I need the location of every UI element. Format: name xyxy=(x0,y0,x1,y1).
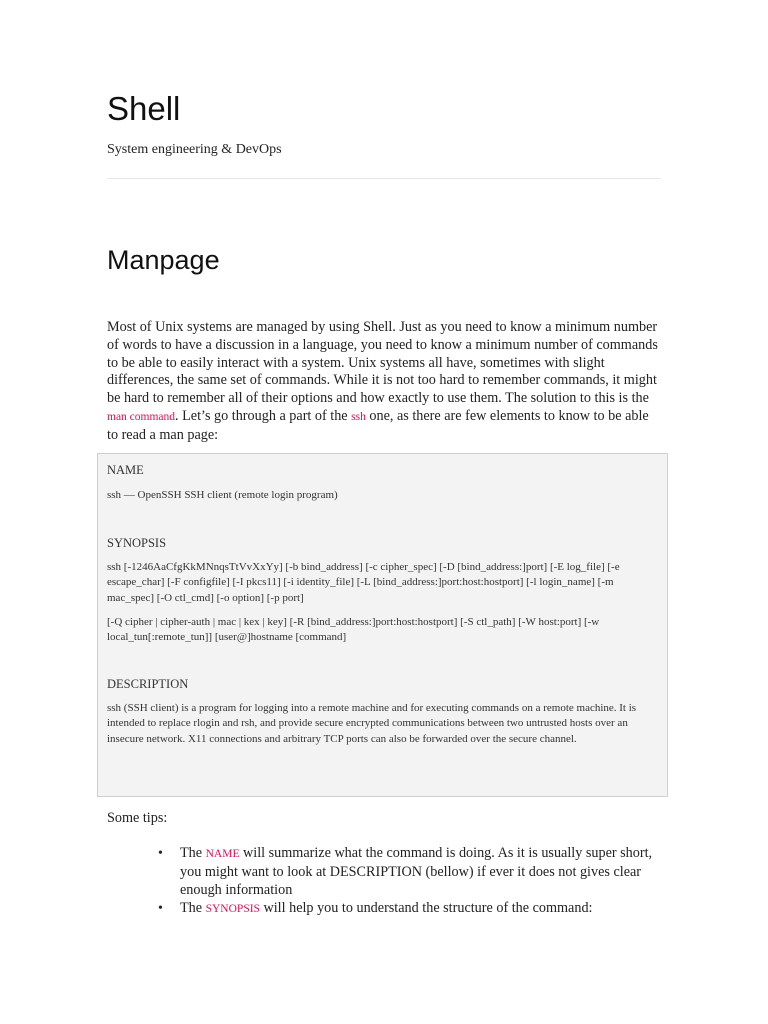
document-title: Shell xyxy=(107,90,181,127)
manpage-name-heading: NAME xyxy=(107,463,144,477)
tip-text: The xyxy=(180,845,206,861)
manpage-synopsis-heading: SYNOPSIS xyxy=(107,536,167,551)
manpage-description-text: ssh (SSH client) is a program for logging into a remote machine and for executing commands on a remote machine. It is intended to replace rlogin and rsh, and provide secure encrypted communications between two untrusted hosts over an insecure network. X11 connections and arbitrary TCP ports can also be forwarded over the secure channel. xyxy=(107,702,637,745)
intro-text-start: Most of Unix systems are managed by using Shell. Just as you need to know a minimum number of words to have a discussion in a language, you need to know a minimum number of commands to be able to easily interact with a system. Unix systems all have, sometimes with slight differences, the same set of commands. While it is not too hard to remember commands, it might be hard to remember all of their options and how exactly to use them. The solution to this is the xyxy=(107,319,658,407)
manpage-excerpt-box xyxy=(97,453,668,797)
tips-label: Some tips: xyxy=(107,810,168,826)
header-divider xyxy=(107,178,661,179)
name-section-ref: NAME xyxy=(205,848,240,860)
manpage-synopsis-line-2: [-Q cipher | cipher-auth | mac | kex | key] [-R [bind_address:]port:host:hostport] [-S ctl_path] [-W host:port] [-w local_tun[:remote_tun]] [user@]hostname [command] xyxy=(107,615,600,644)
ssh-command-link[interactable]: ssh xyxy=(351,410,366,423)
manpage-description-heading: DESCRIPTION xyxy=(107,677,189,692)
tip-item-synopsis xyxy=(180,900,660,919)
intro-text-middle: . Let’s go through a part of the xyxy=(175,407,352,424)
man-command-link[interactable]: man command xyxy=(107,410,176,423)
tip-item-name xyxy=(180,845,660,899)
manpage-synopsis-line-1: ssh [-1246AaCfgKkMNnqsTtVvXxYy] [-b bind_address] [-c cipher_spec] [-D [bind_address:]port] [-E log_file] [-e escape_char] [-F configfile] [-I pkcs11] [-i identity_file] [-L [bind_address:]port:host:hostport] [-l login_name] [-m mac_spec] [-O ctl_cmd] [-o option] [-p port] xyxy=(107,561,620,604)
intro-text-end: one, as there are few elements to know to be able to read a man page: xyxy=(107,407,649,443)
tip-text: will summarize what the command is doing. As it is usually super short, you might want to look at DESCRIPTION (bellow) if ever it does not gives clear enough information xyxy=(180,845,653,898)
tips-list xyxy=(180,845,660,920)
document-subtitle: System engineering & DevOps xyxy=(107,142,282,157)
tip-text: The xyxy=(180,900,206,917)
intro-paragraph xyxy=(107,319,663,445)
synopsis-section-ref: SYNOPSIS xyxy=(205,903,260,916)
manpage-name-text: ssh — OpenSSH SSH client (remote login program) xyxy=(107,489,338,501)
section-title: Manpage xyxy=(107,245,220,275)
tip-text: will help you to understand the structure of the command: xyxy=(259,900,593,917)
